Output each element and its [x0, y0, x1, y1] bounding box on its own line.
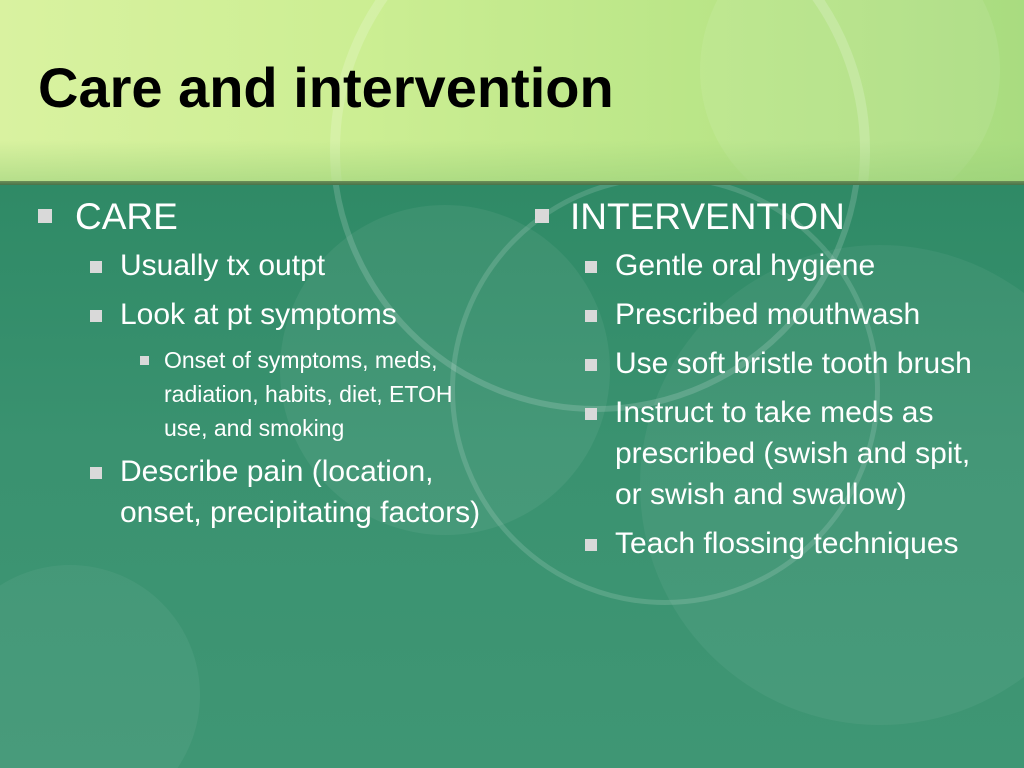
list-item-text: Gentle oral hygiene: [615, 249, 876, 282]
list-item: [36, 294, 486, 335]
square-bullet-icon: [535, 209, 549, 223]
list-item: [36, 451, 486, 533]
list-item: [531, 245, 1001, 286]
list-heading-intervention: [531, 192, 1001, 242]
list-heading-care: [36, 192, 486, 242]
list-item-text: Prescribed mouthwash: [615, 298, 921, 331]
list-item-text: Onset of symptoms, meds, radiation, habits, diet, ETOH use, and smoking: [164, 347, 453, 441]
list-item-text: Use soft bristle tooth brush: [615, 347, 972, 380]
square-bullet-icon: [585, 539, 597, 551]
list-item: [531, 294, 1001, 335]
list-item-text: Instruct to take meds as prescribed (swish and spit, or swish and swallow): [615, 396, 971, 511]
square-bullet-icon: [38, 209, 52, 223]
title-divider: [0, 181, 1024, 185]
list-item-text: Usually tx outpt: [120, 249, 326, 282]
list-item-sub: [36, 343, 486, 445]
intervention-column: [531, 192, 1001, 572]
square-bullet-icon: [585, 408, 597, 420]
decorative-circle: [0, 565, 200, 768]
square-bullet-icon: [585, 359, 597, 371]
square-bullet-icon: [585, 310, 597, 322]
list-item: [531, 523, 1001, 564]
square-bullet-icon: [90, 310, 102, 322]
list-heading-text: CARE: [75, 196, 178, 237]
care-column: [36, 192, 486, 541]
square-bullet-icon: [90, 467, 102, 479]
list-item: [531, 343, 1001, 384]
slide-title: Care and intervention: [38, 56, 614, 119]
list-item-text: Describe pain (location, onset, precipitating factors): [120, 455, 481, 529]
square-bullet-icon: [140, 356, 149, 365]
list-item-text: Look at pt symptoms: [120, 298, 397, 331]
square-bullet-icon: [585, 261, 597, 273]
square-bullet-icon: [90, 261, 102, 273]
list-heading-text: INTERVENTION: [570, 196, 845, 237]
list-item-text: Teach flossing techniques: [615, 527, 959, 560]
list-item: [36, 245, 486, 286]
list-item: [531, 392, 1001, 515]
header-shade: [0, 140, 1024, 183]
